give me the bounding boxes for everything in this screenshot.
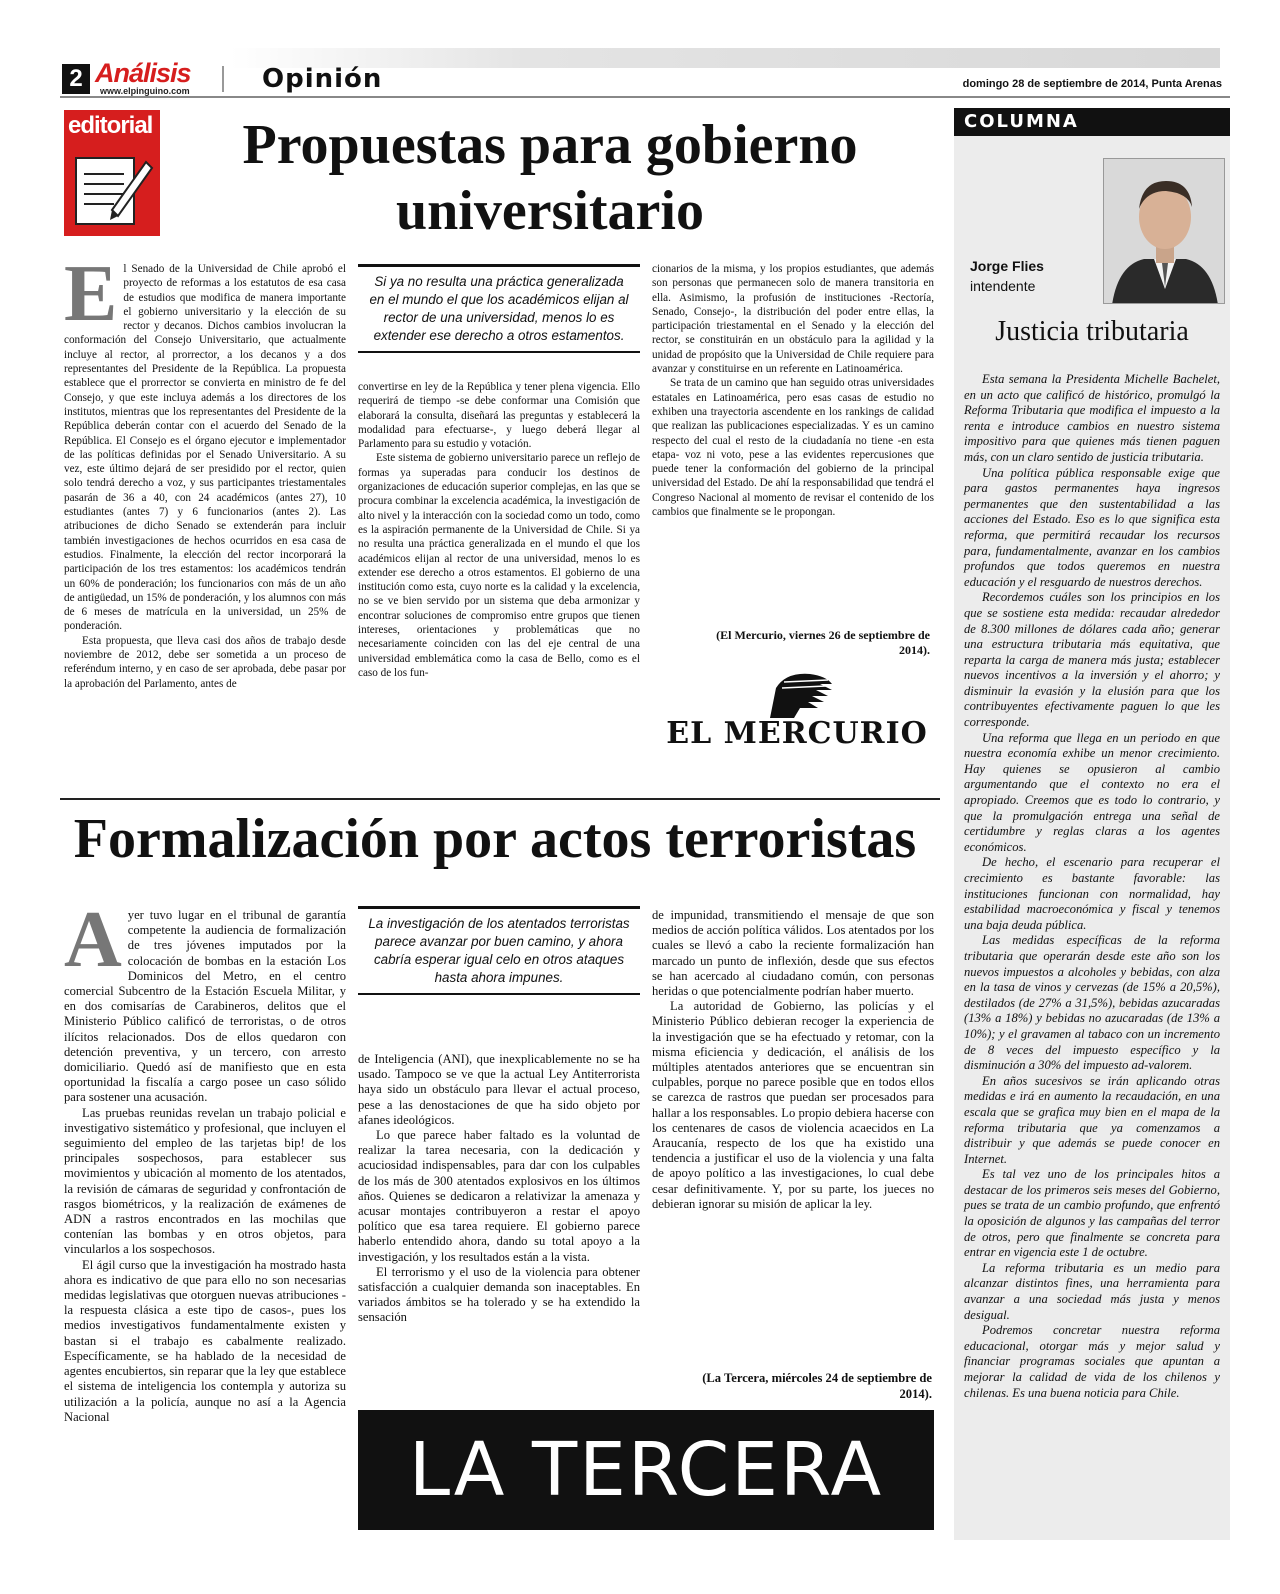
second-paragraph: Lo que parece haber faltado es la voluntad de realizar la tarea necesaria, con la dedicación y acuciosidad indispensables, para dar con los culpables de los más de 300 atentados explosivos en los últimos años. Quienes se dedicaron a relativizar la amenaza y acusar montajes contribuyeron a restar el apoyo político que esa tarea requiere. El gobierno parece haberlo entendido ahora, dando su total apoyo a la investigación, y los resultados están a la vista. <box>358 1128 640 1264</box>
editorial-column-3 <box>652 262 934 519</box>
second-paragraph: yer tuvo lugar en el tribunal de garantía competente la audiencia de formalización de tres jóvenes imputados por la colocación de bombas en la estación Los Dominicos del Metro, en el centro comercial Subcentro de la Estación Escuela Militar, y en dos comisarías de Carabineros, delitos que el Ministerio Público calificó de terroristas, o de otros ilícitos relacionados. Dos de ellos quedaron con detención preventiva, y un tercero, con arresto domiciliario. Quedó así de manifiesto que en esta oportunidad la fiscalía a cargo posee un caso sólido para sostener una acusación. <box>64 908 346 1105</box>
editorial-source: (El Mercurio, viernes 26 de septiembre de 2014). <box>716 628 930 657</box>
second-paragraph: La autoridad de Gobierno, las policías y el Ministerio Público debieran recoger la experiencia de la investigación que se ha efectuado y retomar, con la misma eficiencia y dedicación, el análisis de los múltiples atentados anteriores que se encuentran sin culpables, porque no parece posible que en todos ellos se carezca de rastros que puedan ser procesados para hallar a los responsables. Lo propio debiera hacerse con los centenares de casos de violencia acaecidos en La Araucanía, respecto de los que ha existido una tendencia a justificar el uso de la violencia y una falta de apoyo político a las investigaciones, lo cual debe cesar definitivamente. Y, por su parte, los jueces no debieran ignorar su misión de aplicar la ley. <box>652 999 934 1211</box>
column-paragraph: Las medidas específicas de la reforma tributaria que operarán desde este año son los nuevos impuestos a alcoholes y bebidas, con alza en la tasa de vinos y cervezas (de 15% a 20,5%), destilados (de 27% a 31,5%), bebidas azucaradas (13% a 18%) y bebidas no azucaradas (de 13% a 10%); y el gravamen al tabaco con un incremento de 8 veces del impuesto específico y la disminución a 30% del impuesto ad-valorem. <box>964 933 1220 1073</box>
editorial-paragraph: cionarios de la misma, y los propios estudiantes, que además son personas que permanecen solo de manera transitoria en ella. Asimismo, la profusión de instituciones -Rectoría, Senado, Consejo-, la distribución del poder entre ellas, la participación triestamental en el Senado y la elección del rector, se constituirán en un obstáculo para la agilidad y la unidad de propósito que la Universidad de Chile requiere para avanzar y constituirse en un referente en Latinoamérica. <box>652 263 934 376</box>
second-dropcap: A <box>64 896 122 984</box>
editorial-paragraph: Esta propuesta, que lleva casi dos años de trabajo desde noviembre de 2012, debe ser sometida a un proceso de referéndum interno, y en caso de ser aprobada, debe pasar por la aprobación del Parlamento, antes de <box>64 634 346 690</box>
pen-paper-icon <box>70 148 154 230</box>
header-divider <box>222 66 224 92</box>
editorial-paragraph: l Senado de la Universidad de Chile aprobó el proyecto de reformas a los estatutos de esa casa de estudios que modifica de manera importante el gobierno universitario y la elección de su rector y decanos. Dichos cambios involucran la conformación del Consejo Universitario, que actualmente incluye al rector, al prorrector, a los decanos y a dos representantes del Presidente de la República. La propuesta establece que el prorrector se convierta en ministro de fe del Consejo, y que este incluya además a los directores de los institutos, mientras que los representantes del Presidente de la República deberán contar con el acuerdo del Senado de la República. El Consejo es el órgano ejecutor e implementador de las políticas definidas por el Senado Universitario. A su vez, este último dejará de ser presidido por el rector, quien solo tendrá derecho a voz, y sus participantes triestamentales pasarán de 36 a 40, con 24 académicos (antes 27), 10 estudiantes (antes 7) y 6 funcionarios (antes 2). Las atribuciones de dicho Senado se extenderán para incluir también investigaciones de hechos ocurridos en esa casa de estudios. Finalmente, la elección del rector incorporará la participación de los tres estamentos: los académicos tendrán un 60% de ponderación; los funcionarios con más de un año de antigüedad, un 15% de ponderación, y los alumnos con más de 6 meses de matrícula en la universidad, un 25% de ponderación. <box>64 263 346 633</box>
column-paragraph: De hecho, el escenario para recuperar el crecimiento es bastante favorable: las instituciones funcionan con normalidad, hay estabilidad macroeconómica y fiscal y tenemos una baja deuda pública. <box>964 855 1220 932</box>
column-paragraph: Es tal vez uno de los principales hitos a destacar de los primeros seis meses del Gobierno, pues se trata de un cambio profundo, que enfrentó la oposición de algunos y las campañas del terror de otros, pero que finalmente se concreta para entrar en vigencia este 1 de octubre. <box>964 1167 1220 1260</box>
second-column-2 <box>358 1052 640 1326</box>
page-number: 2 <box>62 64 90 94</box>
issue-date: domingo 28 de septiembre de 2014, Punta Arenas <box>962 78 1222 90</box>
column-title: Justicia tributaria <box>995 316 1189 347</box>
brand-url: www.elpinguino.com <box>100 86 190 96</box>
second-source: (La Tercera, miércoles 24 de septiembre de 2014). <box>702 1371 932 1401</box>
column-author: Jorge Flies <box>970 258 1044 274</box>
column-body <box>964 372 1220 1401</box>
column-paragraph: La reforma tributaria es un medio para alcanzar distintos fines, una herramienta para avanzar a una sociedad más justa y menos desigual. <box>964 1260 1220 1322</box>
column-paragraph: Una reforma que llega en un periodo en que nuestra economía exhibe un menor crecimiento. Hay quienes se opusieron al cambio argumentando que el contexto no era el apropiado. Creemos que es todo lo contrario, y que la promulgación entrega una señal de certidumbre y reglas claras a los agentes económicos. <box>964 730 1220 854</box>
section-title: Opinión <box>262 64 383 94</box>
editorial-headline: Propuestas para gobierno universitario <box>242 114 858 242</box>
column-paragraph: Una política pública responsable exige que para gastos permanentes haya ingresos permanentes que den sustentabilidad a las acciones del Estado. Eso es lo que significa esta reforma, que permitirá recaudar los recursos para, fundamentalmente, avanzar en los cambios profundos que todos queremos en nuestra educación y el resguardo de nuestros derechos. <box>964 465 1220 589</box>
second-pullquote: La investigación de los atentados terroristas parece avanzar por buen camino, y ahora cabría esperar igual celo en otros ataques hasta ahora impunes. <box>358 906 640 995</box>
editorial-pullquote: Si ya no resulta una práctica generalizada en el mundo el que los académicos elijan al rector de una universidad, menos lo es extender ese derecho a otros estamentos. <box>358 264 640 353</box>
editorial-paragraph: convertirse en ley de la República y tener plena vigencia. Ello requerirá de tiempo -se debe conformar una Comisión que elaborará la consulta, diseñará las preguntas y establecerá la modalidad para efectuarse-, y luego deberá llegar al Parlamento para su estudio y votación. <box>358 381 640 451</box>
editorial-badge <box>64 110 160 236</box>
editorial-badge-label: editorial <box>68 112 153 139</box>
brand-logo: Análisis <box>95 58 191 88</box>
column-author-role: intendente <box>970 278 1036 294</box>
el-mercurio-logo: EL MERCURIO <box>666 716 928 751</box>
editorial-dropcap: E <box>64 250 118 338</box>
second-paragraph: de impunidad, transmitiendo el mensaje de que son medios de acción política válidos. Los atentados por los cuales se llevó a cabo la reciente formalización han marcado un punto de inflexión, desde que sus efectos se han acercado al ciudadano común, con personas heridas o que potencialmente podrían haber muerto. <box>652 908 934 999</box>
column-paragraph: Podremos concretar nuestra reforma educacional, otorgar más y mejor salud y financiar programas sociales que apuntan a mejorar la calidad de vida de los chilenos y chilenas. Es una buena noticia para Chile. <box>964 1323 1220 1400</box>
column-label: COLUMNA <box>954 108 1230 136</box>
second-paragraph: El terrorismo y el uso de la violencia para obtener satisfacción a cualquier demanda son inaceptables. En variados ámbitos se ha tolerado y se ha extendido la sensación <box>358 1264 640 1325</box>
editorial-paragraph: Se trata de un camino que han seguido otras universidades estatales en Latinoamérica, pero esas casas de estudio no exhiben una trayectoria ascendente en los rankings de calidad que realizan las publicaciones especializadas. Y es un camino respecto del cual el resto de la ciudadanía no tiene -en esta etapa- voz ni voto, pese a las evidentes repercusiones que puede tener la conformación del gobierno de la principal universidad del Estado. De ahí la responsabilidad que tendrá el Congreso Nacional al momento de revisar el contenido de los cambios que finalmente se le propongan. <box>652 377 934 519</box>
section-rule <box>60 798 940 800</box>
second-column-3 <box>652 908 934 1212</box>
editorial-column-2 <box>358 380 640 680</box>
second-column-1 <box>64 896 346 1425</box>
column-paragraph: En años sucesivos se irán aplicando otras medidas e irá en aumento la recaudación, en una escala que se grafica muy bien en el mapa de la reforma tributaria que ya comenzamos a distribuir y que además se puede conocer en Internet. <box>964 1073 1220 1166</box>
editorial-paragraph: Este sistema de gobierno universitario parece un reflejo de formas ya superadas para conducir los destinos de organizaciones de educación superior complejas, en las que se procura combinar la excelencia académica, la investigación de alto nivel y la interacción con la sociedad como un todo, como es la aspiración permanente de la Universidad de Chile. Si ya no resulta una práctica generalizada en el mundo el que los académicos elijan al rector de una universidad, menos lo es extender ese derecho a otros estamentos. El gobierno de una institución como esta, cuyo norte es la calidad y la excelencia, no se ve bien servido por un sistema que deba armonizar y encontrar soluciones de compromiso entre grupos que tienen intereses, orientaciones y problemáticas que no necesariamente coinciden con las del eje central de una universidad emblemática como la casa de Bello, como es el caso de los fun- <box>358 452 640 679</box>
second-paragraph: El ágil curso que la investigación ha mostrado hasta ahora es indicativo de que para ello no son necesarias medidas legislativas que otorguen nuevas atribuciones -la respuesta clásica a este tipo de casos-, pues los medios investigativos fundamentalmente existen y bastan si el trabajo es cabalmente realizado. Específicamente, se ha hablado de la necesidad de agentes encubiertos, sin reparar que la ley que establece el sistema de inteligencia los contempla y autoriza su utilización a la policía, aunque no así a la Agencia Nacional <box>64 1257 346 1424</box>
author-photo <box>1103 158 1225 304</box>
author-portrait-icon <box>1104 159 1225 304</box>
second-paragraph: Las pruebas reunidas revelan un trabajo policial e investigativo sistemático y profesional, que incluyen el seguimiento del empleo de las tarjetas bip! de los principales sospechosos, para establecer sus movimientos y ubicación al momento de los atentados, la revisión de cámaras de seguridad y confrontación de rasgos biométricos, y la realización de exámenes de ADN a rastros encontrados en las mochilas que contenían las bombas y en otros objetos, para vincularlos a los sospechosos. <box>64 1105 346 1257</box>
header-rule <box>60 96 1230 98</box>
second-paragraph: de Inteligencia (ANI), que inexplicablemente no se ha usado. Tampoco se ve que la actual Ley Antiterrorista haya sido un obstáculo para llevar el actual proceso, pese a las denostaciones de que ha sido objeto por afanes ideológicos. <box>358 1052 640 1127</box>
column-paragraph: Esta semana la Presidenta Michelle Bachelet, en un acto que calificó de histórico, promulgó la Reforma Tributaria que modifica el impuesto a la renta e introduce cambios en nuestro sistema impositivo para que quienes más tienen paguen más, con un claro sentido de justicia tributaria. <box>964 372 1220 464</box>
column-paragraph: Recordemos cuáles son los principios en los que se sostiene esta medida: recaudar alrededor de 8.300 millones de dólares cada año; generar una estructura tributaria más equitativa, que reparta la carga de manera más justa; establecer nuevos incentivos a la inversión y el ahorro; y disminuir la evasión y la elusión para que los contribuyentes efectivamente paguen lo que les corresponde. <box>964 590 1220 730</box>
la-tercera-logo: LA TERCERA <box>358 1410 934 1530</box>
second-headline: Formalización por actos terroristas <box>73 808 917 870</box>
editorial-column-1 <box>64 250 346 691</box>
